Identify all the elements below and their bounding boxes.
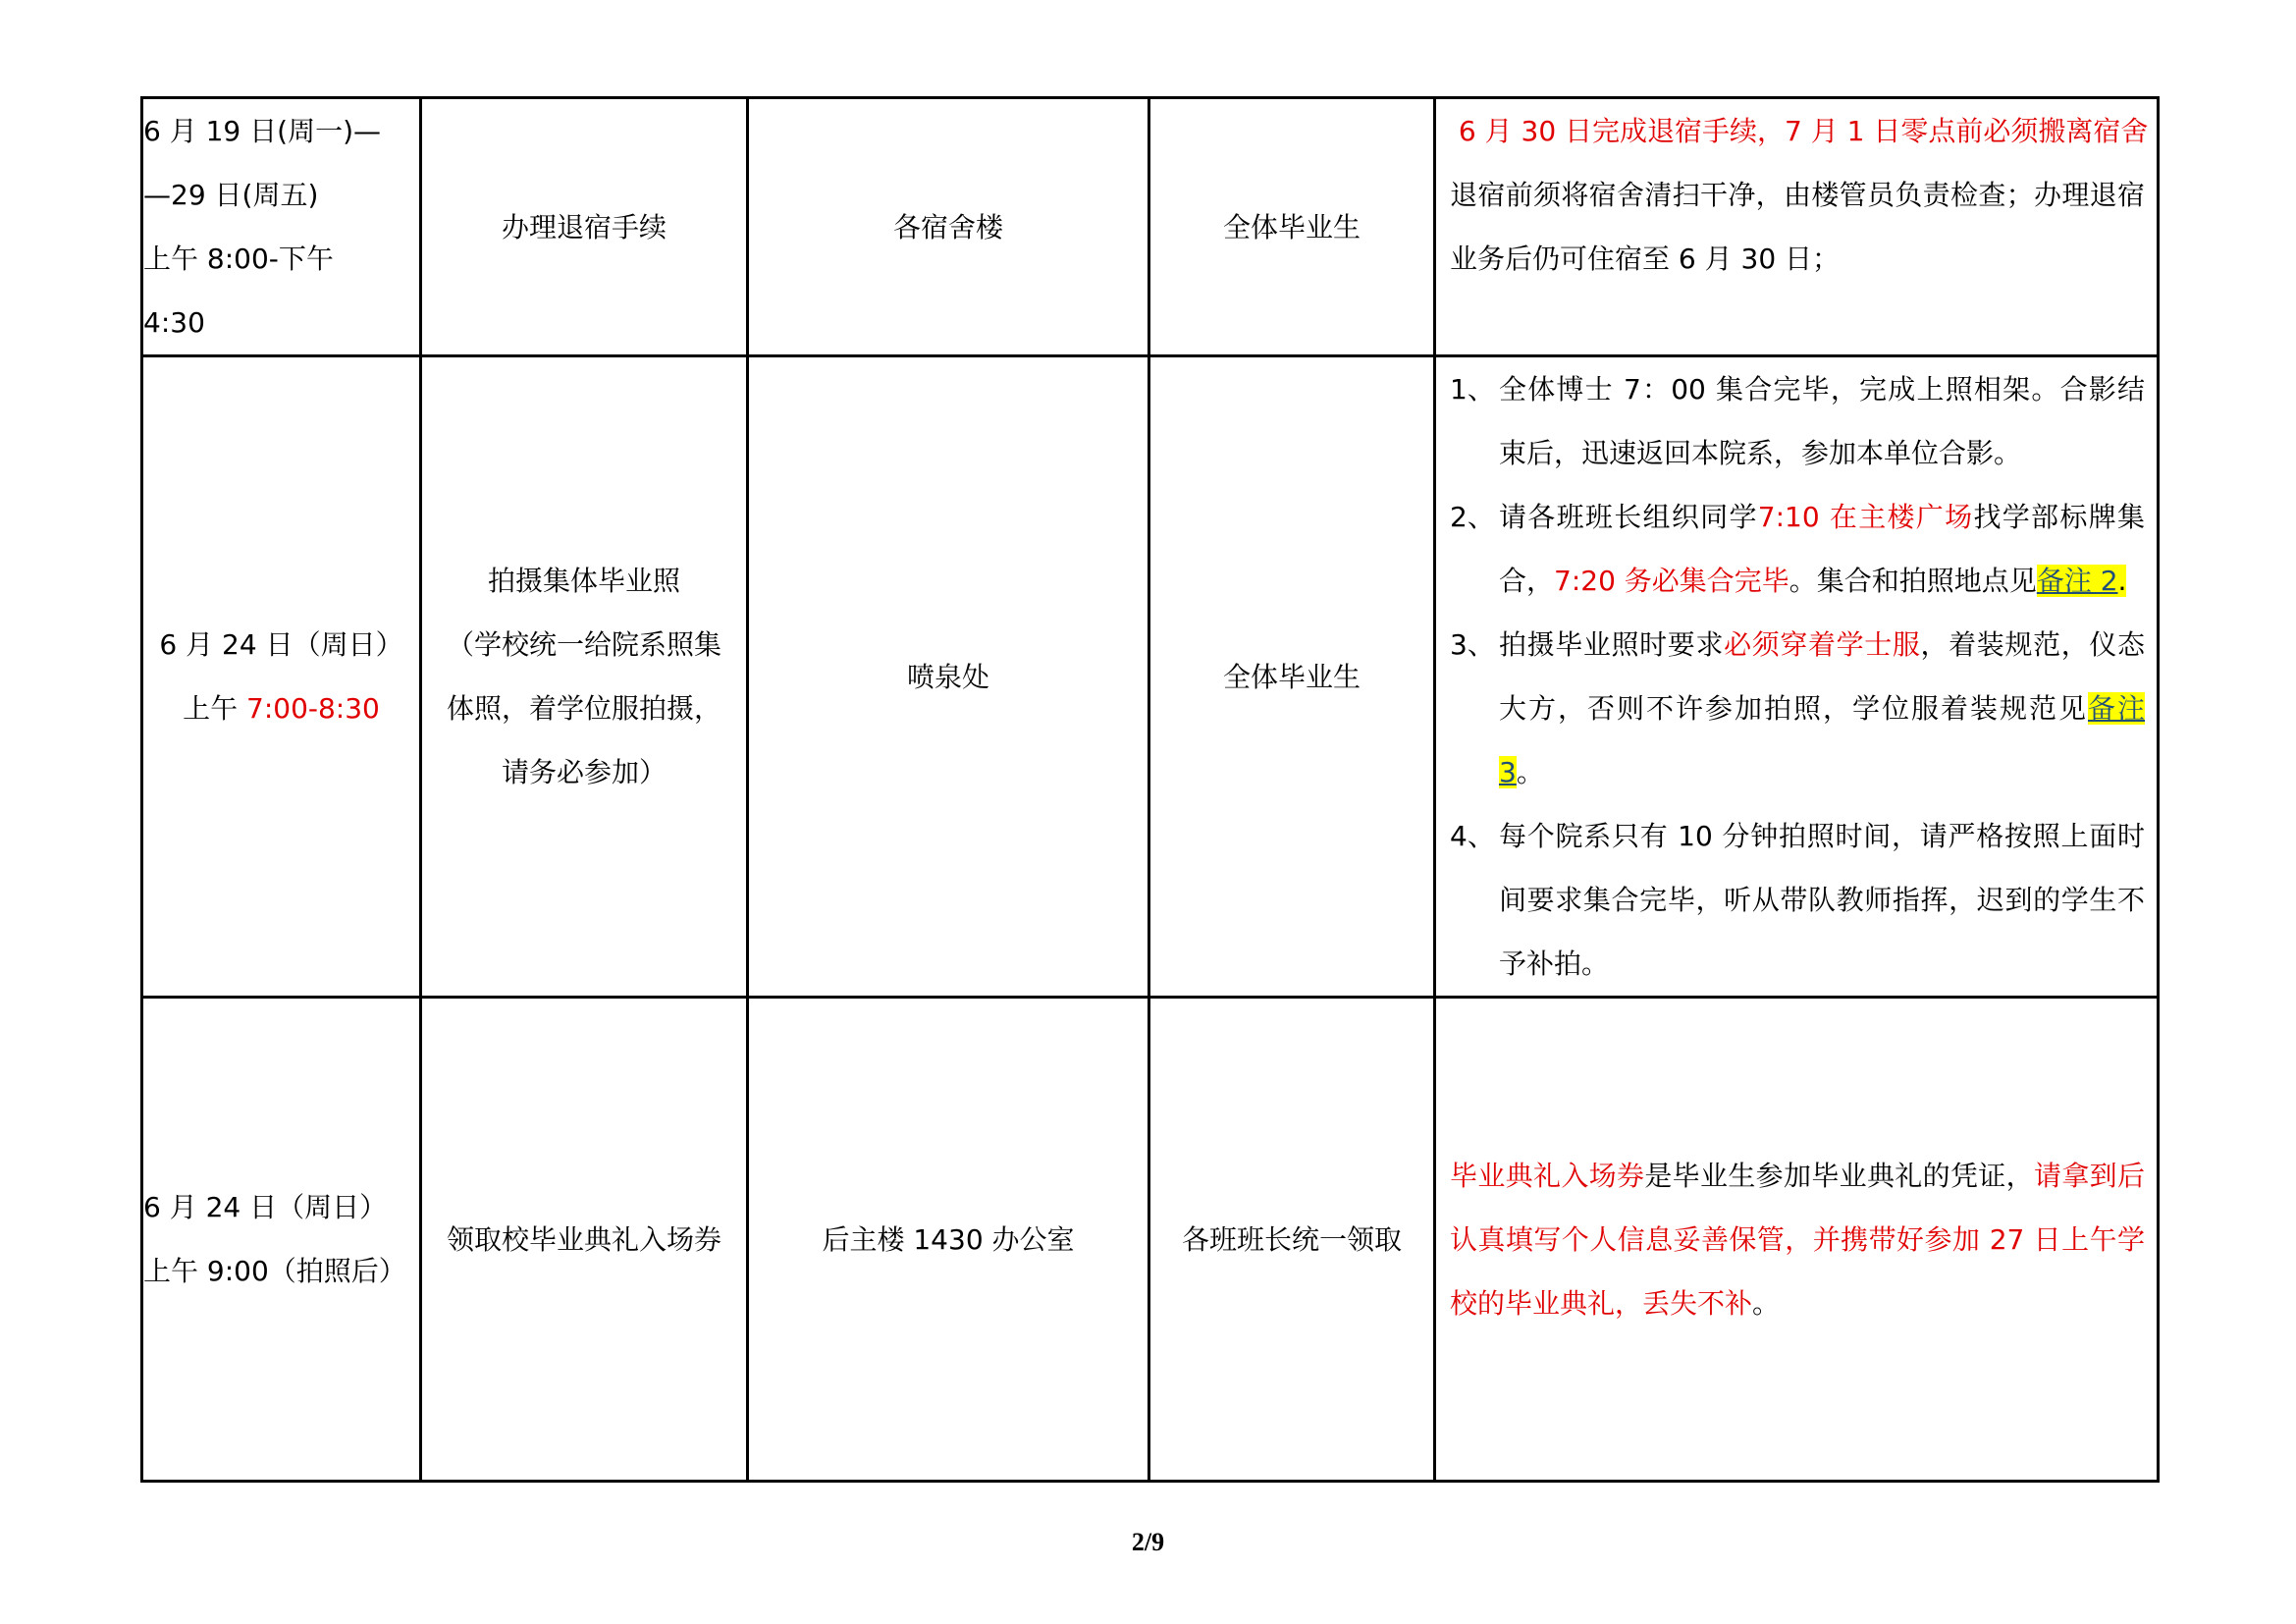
- list-item: [1450, 357, 2145, 485]
- item-number: 3、: [1450, 628, 1495, 661]
- time-range: 7:00-8:30: [246, 692, 380, 725]
- activity-cell: 领取校毕业典礼入场券: [421, 998, 748, 1482]
- list-item: [1450, 485, 2145, 613]
- time-line: 上午 9:00（拍照后）: [143, 1255, 406, 1287]
- participants-cell: 各班班长统一领取: [1149, 998, 1435, 1482]
- notes-emphasis: 毕业典礼入场券: [1450, 1159, 1645, 1192]
- item-text: 每个院系只有 10 分钟拍照时间，请严格按照上面时间要求集合完毕，听从带队教师指挥，迟到的学生不予补拍。: [1499, 820, 2145, 980]
- notes-text: 退宿前须将宿舍清扫干净，由楼管员负责检查；办理退宿业务后仍可住宿至 6 月 30 日；: [1450, 179, 2145, 275]
- notes-cell: [1435, 356, 2159, 998]
- list-item: [1450, 613, 2145, 804]
- activity-cell: [421, 356, 748, 998]
- item-text: 。集合和拍照地点见: [1789, 565, 2037, 597]
- time-line: 6 月 24 日（周日）: [143, 1191, 388, 1223]
- time-line: [143, 677, 419, 740]
- location-cell: 各宿舍楼: [748, 98, 1149, 356]
- time-cell: [142, 356, 421, 998]
- notes-text: 。: [1752, 1286, 1781, 1320]
- time-line: —29 日(周五): [143, 179, 319, 211]
- table-row: [142, 98, 2159, 356]
- note-3-link[interactable]: 备注 3: [1499, 692, 2145, 788]
- item-text: 请各班班长组织同学: [1499, 501, 1758, 533]
- notes-cell: [1435, 98, 2159, 356]
- item-text: 全体博士 7：00 集合完毕，完成上照相架。合影结束后，迅速返回本院系，参加本单位合影。: [1499, 373, 2145, 469]
- time-prefix: 上午: [183, 692, 247, 725]
- activity-line: 请务必参加）: [501, 756, 667, 788]
- notes-red-line: 6 月 30 日完成退宿手续，7 月 1 日零点前必须搬离宿舍: [1450, 115, 2149, 147]
- schedule-table: [140, 96, 2160, 1483]
- notes-cell: [1435, 998, 2159, 1482]
- table-row: [142, 998, 2159, 1482]
- note-2-link[interactable]: 备注 2: [2036, 565, 2118, 597]
- item-text: ，着装规范，仪态大方，否则不许参加拍照，学位服着装规范见: [1499, 628, 2145, 725]
- item-emphasis: 7:10 在主楼广场: [1757, 501, 1974, 533]
- item-number: 2、: [1450, 501, 1495, 533]
- page-number: 2/9: [1131, 1528, 1165, 1556]
- item-number: 1、: [1450, 373, 1495, 406]
- item-number: 4、: [1450, 820, 1495, 852]
- time-line: 6 月 24 日（周日）: [159, 628, 403, 661]
- item-emphasis: 必须穿着学士服: [1724, 628, 1921, 661]
- time-cell: [142, 998, 421, 1482]
- activity-line: 体照，着学位服拍摄，: [446, 692, 721, 725]
- item-text: 找学部标牌集合，: [1499, 501, 2145, 597]
- table-row: [142, 356, 2159, 998]
- participants-cell: 全体毕业生: [1149, 98, 1435, 356]
- item-emphasis: 7:20 务必集合完毕: [1554, 565, 1789, 597]
- time-cell: [142, 98, 421, 356]
- location-cell: 喷泉处: [748, 356, 1149, 998]
- activity-line: 拍摄集体毕业照: [487, 565, 680, 597]
- notes-list: [1450, 357, 2145, 996]
- participants-cell: 全体毕业生: [1149, 356, 1435, 998]
- notes-text: 是毕业生参加毕业典礼的凭证，: [1644, 1159, 2034, 1192]
- item-text: 拍摄毕业照时要求: [1499, 628, 1725, 661]
- notes-emphasis: 请拿到后认真填写个人信息妥善保管，并携带好参加 27 日上午学校的毕业典礼，丢失不补: [1450, 1159, 2145, 1320]
- time-line: 6 月 19 日(周一)—: [143, 115, 381, 147]
- activity-line: （学校统一给院系照集: [446, 628, 721, 661]
- activity-cell: 办理退宿手续: [421, 98, 748, 356]
- list-item: [1450, 804, 2145, 996]
- time-line: 4:30: [143, 306, 205, 339]
- item-text: 。: [1516, 756, 1544, 788]
- item-text: .: [2117, 565, 2127, 597]
- time-line: 上午 8:00-下午: [143, 243, 334, 275]
- location-cell: 后主楼 1430 办公室: [748, 998, 1149, 1482]
